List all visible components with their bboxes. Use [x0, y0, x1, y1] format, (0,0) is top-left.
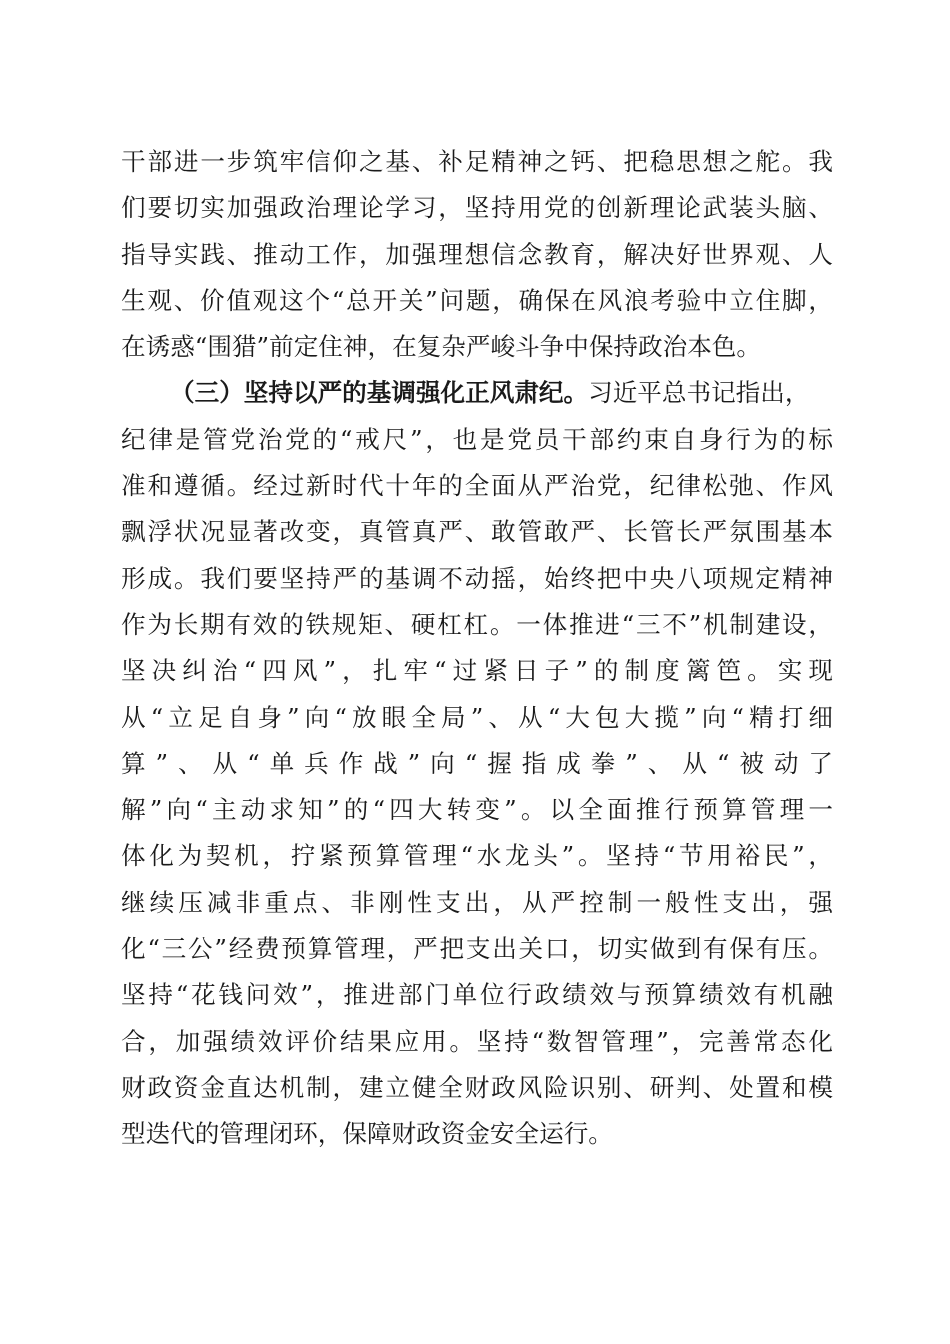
text-line: 在诱惑“围猎”前定住神，在复杂严峻斗争中保持政治本色。 — [121, 332, 761, 362]
text-line: 解”向“主动求知”的“四大转变”。以全面推行预算管理一 — [121, 795, 833, 825]
text-line — [121, 370, 833, 416]
text-line: 飘浮状况显著改变，真管真严、敢管敢严、长管长严氛围基本 — [121, 517, 833, 547]
heading-line-rest: 习近平总书记指出， — [588, 378, 810, 408]
text-line: 从“立足自身”向“放眼全局”、从“大包大揽”向“精打细 — [121, 702, 833, 732]
text-line: 指导实践、推动工作，加强理想信念教育，解决好世界观、人 — [121, 239, 833, 269]
text-line: 坚持“花钱问效”，推进部门单位行政绩效与预算绩效有机融 — [121, 980, 833, 1010]
paragraph-2 — [121, 370, 833, 1157]
section-heading: （三）坚持以严的基调强化正风肃纪。 — [170, 378, 589, 408]
text-line: 准和遵循。经过新时代十年的全面从严治党，纪律松弛、作风 — [121, 471, 833, 501]
text-line: 形成。我们要坚持严的基调不动摇，始终把中央八项规定精神 — [121, 563, 833, 593]
document-body — [121, 139, 833, 1158]
text-line: 纪律是管党治党的“戒尺”，也是党员干部约束自身行为的标 — [121, 424, 833, 454]
text-line: 型迭代的管理闭环，保障财政资金安全运行。 — [121, 1119, 613, 1149]
text-line: 们要切实加强政治理论学习，坚持用党的创新理论武装头脑、 — [121, 193, 833, 223]
text-line: 干部进一步筑牢信仰之基、补足精神之钙、把稳思想之舵。我 — [121, 147, 833, 176]
text-line: 继续压减非重点、非刚性支出，从严控制一般性支出，强 — [121, 887, 833, 917]
text-line: 体化为契机，拧紧预算管理“水龙头”。坚持“节用裕民”， — [121, 841, 833, 871]
text-line: 生观、价值观这个“总开关”问题，确保在风浪考验中立住脚， — [121, 285, 833, 315]
text-line: 作为长期有效的铁规矩、硬杠杠。一体推进“三不”机制建设， — [121, 609, 833, 639]
paragraph-1 — [121, 139, 833, 370]
text-line: 合，加强绩效评价结果应用。坚持“数智管理”，完善常态化 — [121, 1026, 833, 1056]
text-line: 财政资金直达机制，建立健全财政风险识别、研判、处置和模 — [121, 1072, 833, 1102]
text-line: 坚决纠治“四风”，扎牢“过紧日子”的制度篱笆。实现 — [121, 656, 833, 686]
text-line: 算”、从“单兵作战”向“握指成拳”、从“被动了 — [121, 748, 833, 778]
text-line: 化“三公”经费预算管理，严把支出关口，切实做到有保有压。 — [121, 934, 833, 964]
